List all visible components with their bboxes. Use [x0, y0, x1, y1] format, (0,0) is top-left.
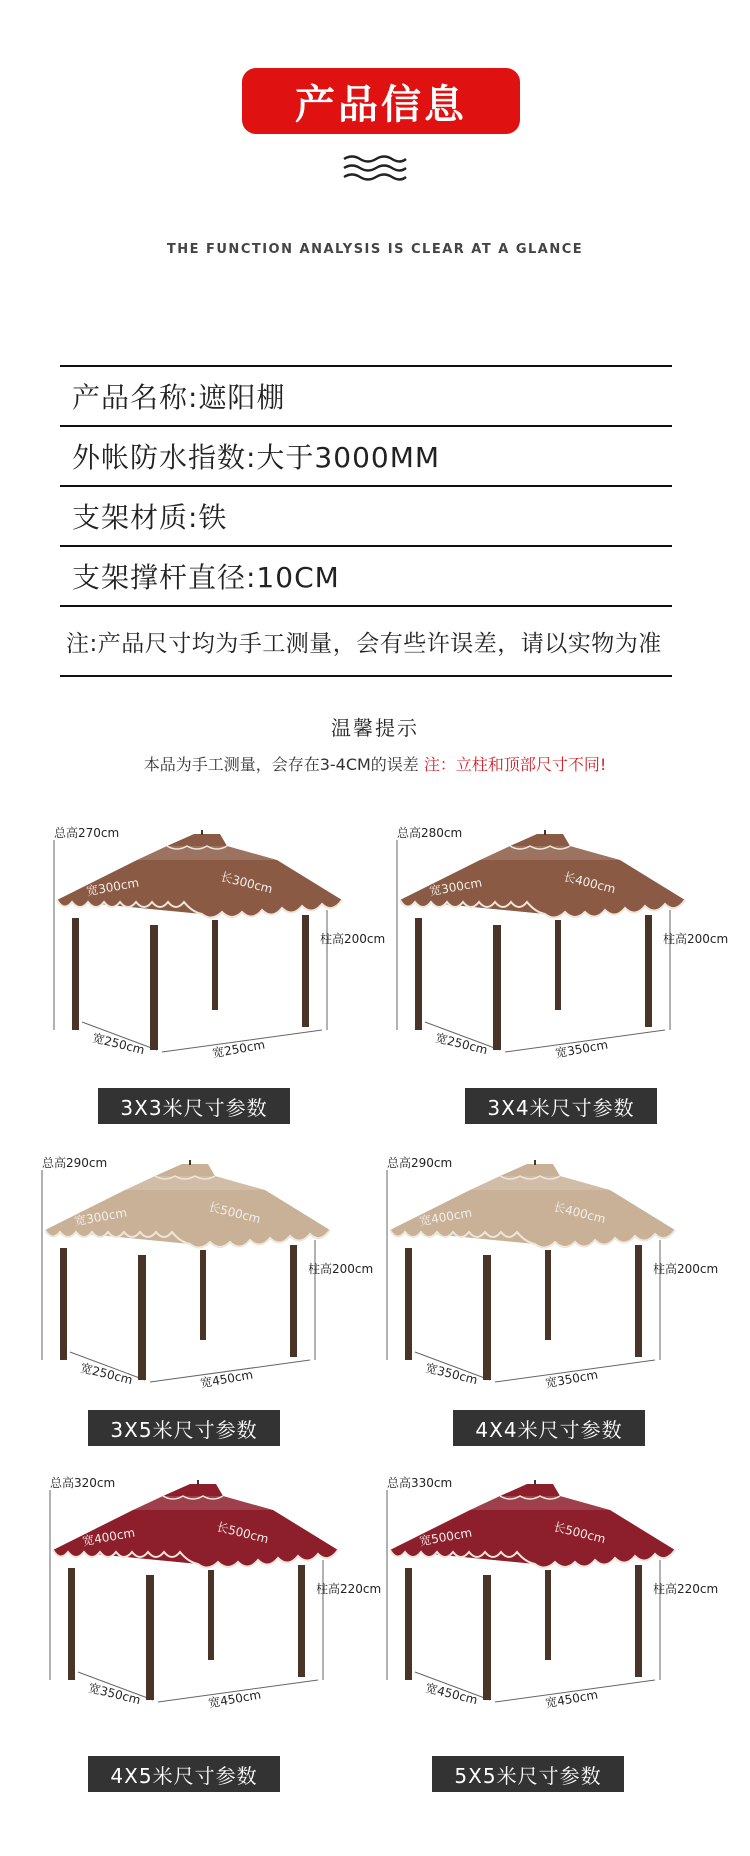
pole-height-label: 柱高200cm: [320, 932, 386, 946]
base-width-label: 宽250cm: [78, 1360, 134, 1388]
spec-row: [60, 485, 672, 545]
product-card: [40, 1156, 374, 1420]
tips-title: 温馨提示: [331, 716, 419, 740]
tips-line: [0, 752, 750, 775]
product-caption: 4X4米尺寸参数: [453, 1410, 645, 1446]
product-caption: 5X5米尺寸参数: [432, 1756, 624, 1792]
base-length-label: 宽450cm: [207, 1687, 263, 1711]
spec-row: [60, 545, 672, 605]
roof-length-label: 长500cm: [214, 1519, 270, 1547]
roof-width-label: 宽500cm: [418, 1525, 474, 1549]
note-row: [60, 605, 672, 677]
spec-row: [60, 365, 672, 425]
roof-length-label: 长500cm: [551, 1519, 607, 1547]
note-text: 注:产品尺寸均为手工测量，会有些许误差，请以实物为准: [66, 630, 662, 657]
roof-length-label: 长400cm: [551, 1199, 607, 1227]
pole-height-label: 柱高200cm: [663, 932, 729, 946]
total-height-label: 总高270cm: [54, 826, 120, 840]
roof-width-label: 宽300cm: [73, 1205, 129, 1229]
product-caption: 3X4米尺寸参数: [465, 1088, 657, 1124]
product-card: [48, 1476, 382, 1740]
spec-table: [60, 365, 672, 677]
total-height-label: 总高320cm: [50, 1476, 116, 1490]
base-length-label: 宽450cm: [544, 1687, 600, 1711]
spec-row: [60, 425, 672, 485]
roof-width-label: 宽400cm: [81, 1525, 137, 1549]
product-caption: 4X5米尺寸参数: [88, 1756, 280, 1792]
base-width-label: 宽350cm: [423, 1360, 479, 1388]
tips-warning: 注：立柱和顶部尺寸不同!: [423, 755, 607, 774]
pole-height-label: 柱高200cm: [308, 1262, 374, 1276]
page-title: 产品信息: [242, 68, 520, 134]
roof-length-label: 长400cm: [561, 869, 617, 897]
product-card: [395, 826, 729, 1090]
product-card: [52, 826, 386, 1090]
base-length-label: 宽350cm: [544, 1367, 600, 1391]
pole-height-label: 柱高220cm: [316, 1582, 382, 1596]
base-length-label: 宽250cm: [211, 1037, 267, 1061]
roof-width-label: 宽300cm: [428, 875, 484, 899]
product-caption: 3X3米尺寸参数: [98, 1088, 290, 1124]
base-width-label: 宽450cm: [423, 1680, 479, 1708]
pole-height-label: 柱高200cm: [653, 1262, 719, 1276]
total-height-label: 总高290cm: [387, 1156, 453, 1170]
roof-width-label: 宽300cm: [85, 875, 141, 899]
base-width-label: 宽350cm: [86, 1680, 142, 1708]
waves-icon: [342, 154, 408, 182]
base-width-label: 宽250cm: [433, 1030, 489, 1058]
base-length-label: 宽450cm: [199, 1367, 255, 1391]
product-card: [385, 1476, 719, 1740]
pole-height-label: 柱高220cm: [653, 1582, 719, 1596]
roof-width-label: 宽400cm: [418, 1205, 474, 1229]
total-height-label: 总高330cm: [387, 1476, 453, 1490]
spec-text: 支架材质:铁: [72, 501, 228, 534]
spec-text: 支架撑杆直径:10CM: [72, 561, 340, 594]
total-height-label: 总高280cm: [397, 826, 463, 840]
spec-text: 产品名称:遮阳棚: [72, 381, 286, 414]
roof-length-label: 长500cm: [206, 1199, 262, 1227]
subtitle: THE FUNCTION ANALYSIS IS CLEAR AT A GLANCE: [166, 242, 584, 257]
product-card: [385, 1156, 719, 1420]
tips-text: 本品为手工测量，会存在3-4CM的误差: [143, 755, 424, 774]
total-height-label: 总高290cm: [42, 1156, 108, 1170]
product-caption: 3X5米尺寸参数: [88, 1410, 280, 1446]
base-width-label: 宽250cm: [90, 1030, 146, 1058]
roof-length-label: 长300cm: [218, 869, 274, 897]
spec-text: 外帐防水指数:大于3000MM: [72, 441, 441, 474]
base-length-label: 宽350cm: [554, 1037, 610, 1061]
